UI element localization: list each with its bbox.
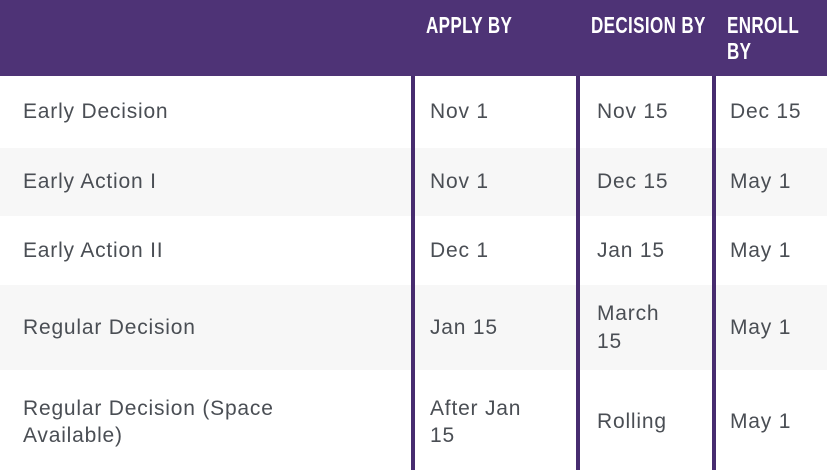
decision-by-value: March 15: [597, 302, 660, 353]
column-divider: [712, 76, 716, 470]
plan-label: Early Decision: [23, 100, 169, 124]
decision-by-cell: [577, 216, 713, 285]
header-cell-enroll-by: [713, 0, 827, 76]
apply-by-cell: [412, 216, 577, 285]
decision-by-value: Jan 15: [597, 238, 665, 262]
header-row: [0, 0, 827, 76]
apply-by-value: Nov 1: [430, 100, 489, 124]
enroll-by-value: May 1: [730, 170, 792, 194]
apply-by-value: Dec 1: [430, 238, 489, 262]
enroll-by-cell: [713, 216, 827, 285]
header-label-enroll-by: ENROLL BY: [727, 12, 799, 65]
plan-cell: [0, 370, 412, 474]
enroll-by-value: Dec 15: [730, 100, 802, 124]
enroll-by-cell: [713, 285, 827, 370]
header-cell-decision-by: [577, 0, 713, 76]
plan-cell: [0, 216, 412, 285]
apply-by-cell: [412, 370, 577, 474]
plan-cell: [0, 285, 412, 370]
enroll-by-value: May 1: [730, 238, 792, 262]
apply-by-cell: [412, 285, 577, 370]
plan-cell: [0, 148, 412, 216]
header-cell-plan: [0, 0, 412, 76]
column-divider: [411, 76, 415, 470]
apply-by-value: After Jan 15: [430, 396, 522, 447]
plan-label: Early Action II: [23, 238, 164, 262]
header-label-decision-by: DECISION BY: [591, 12, 706, 38]
apply-by-value: Nov 1: [430, 170, 489, 194]
apply-by-cell: [412, 148, 577, 216]
enroll-by-cell: [713, 76, 827, 148]
header-cell-apply-by: [412, 0, 577, 76]
plan-label: Regular Decision: [23, 315, 196, 339]
plan-label: Regular Decision (Space Available): [23, 396, 274, 447]
enroll-by-value: May 1: [730, 315, 792, 339]
apply-by-cell: [412, 76, 577, 148]
enroll-by-value: May 1: [730, 410, 792, 434]
apply-by-value: Jan 15: [430, 315, 498, 339]
decision-by-cell: [577, 76, 713, 148]
decision-by-cell: [577, 285, 713, 370]
decision-by-value: Rolling: [597, 410, 667, 434]
decision-by-cell: [577, 148, 713, 216]
column-divider: [576, 76, 580, 470]
enroll-by-cell: [713, 370, 827, 474]
plan-cell: [0, 76, 412, 148]
decision-by-cell: [577, 370, 713, 474]
plan-label: Early Action I: [23, 170, 157, 194]
decision-by-value: Dec 15: [597, 170, 669, 194]
header-label-apply-by: APPLY BY: [426, 12, 513, 38]
decision-by-value: Nov 15: [597, 100, 669, 124]
enroll-by-cell: [713, 148, 827, 216]
